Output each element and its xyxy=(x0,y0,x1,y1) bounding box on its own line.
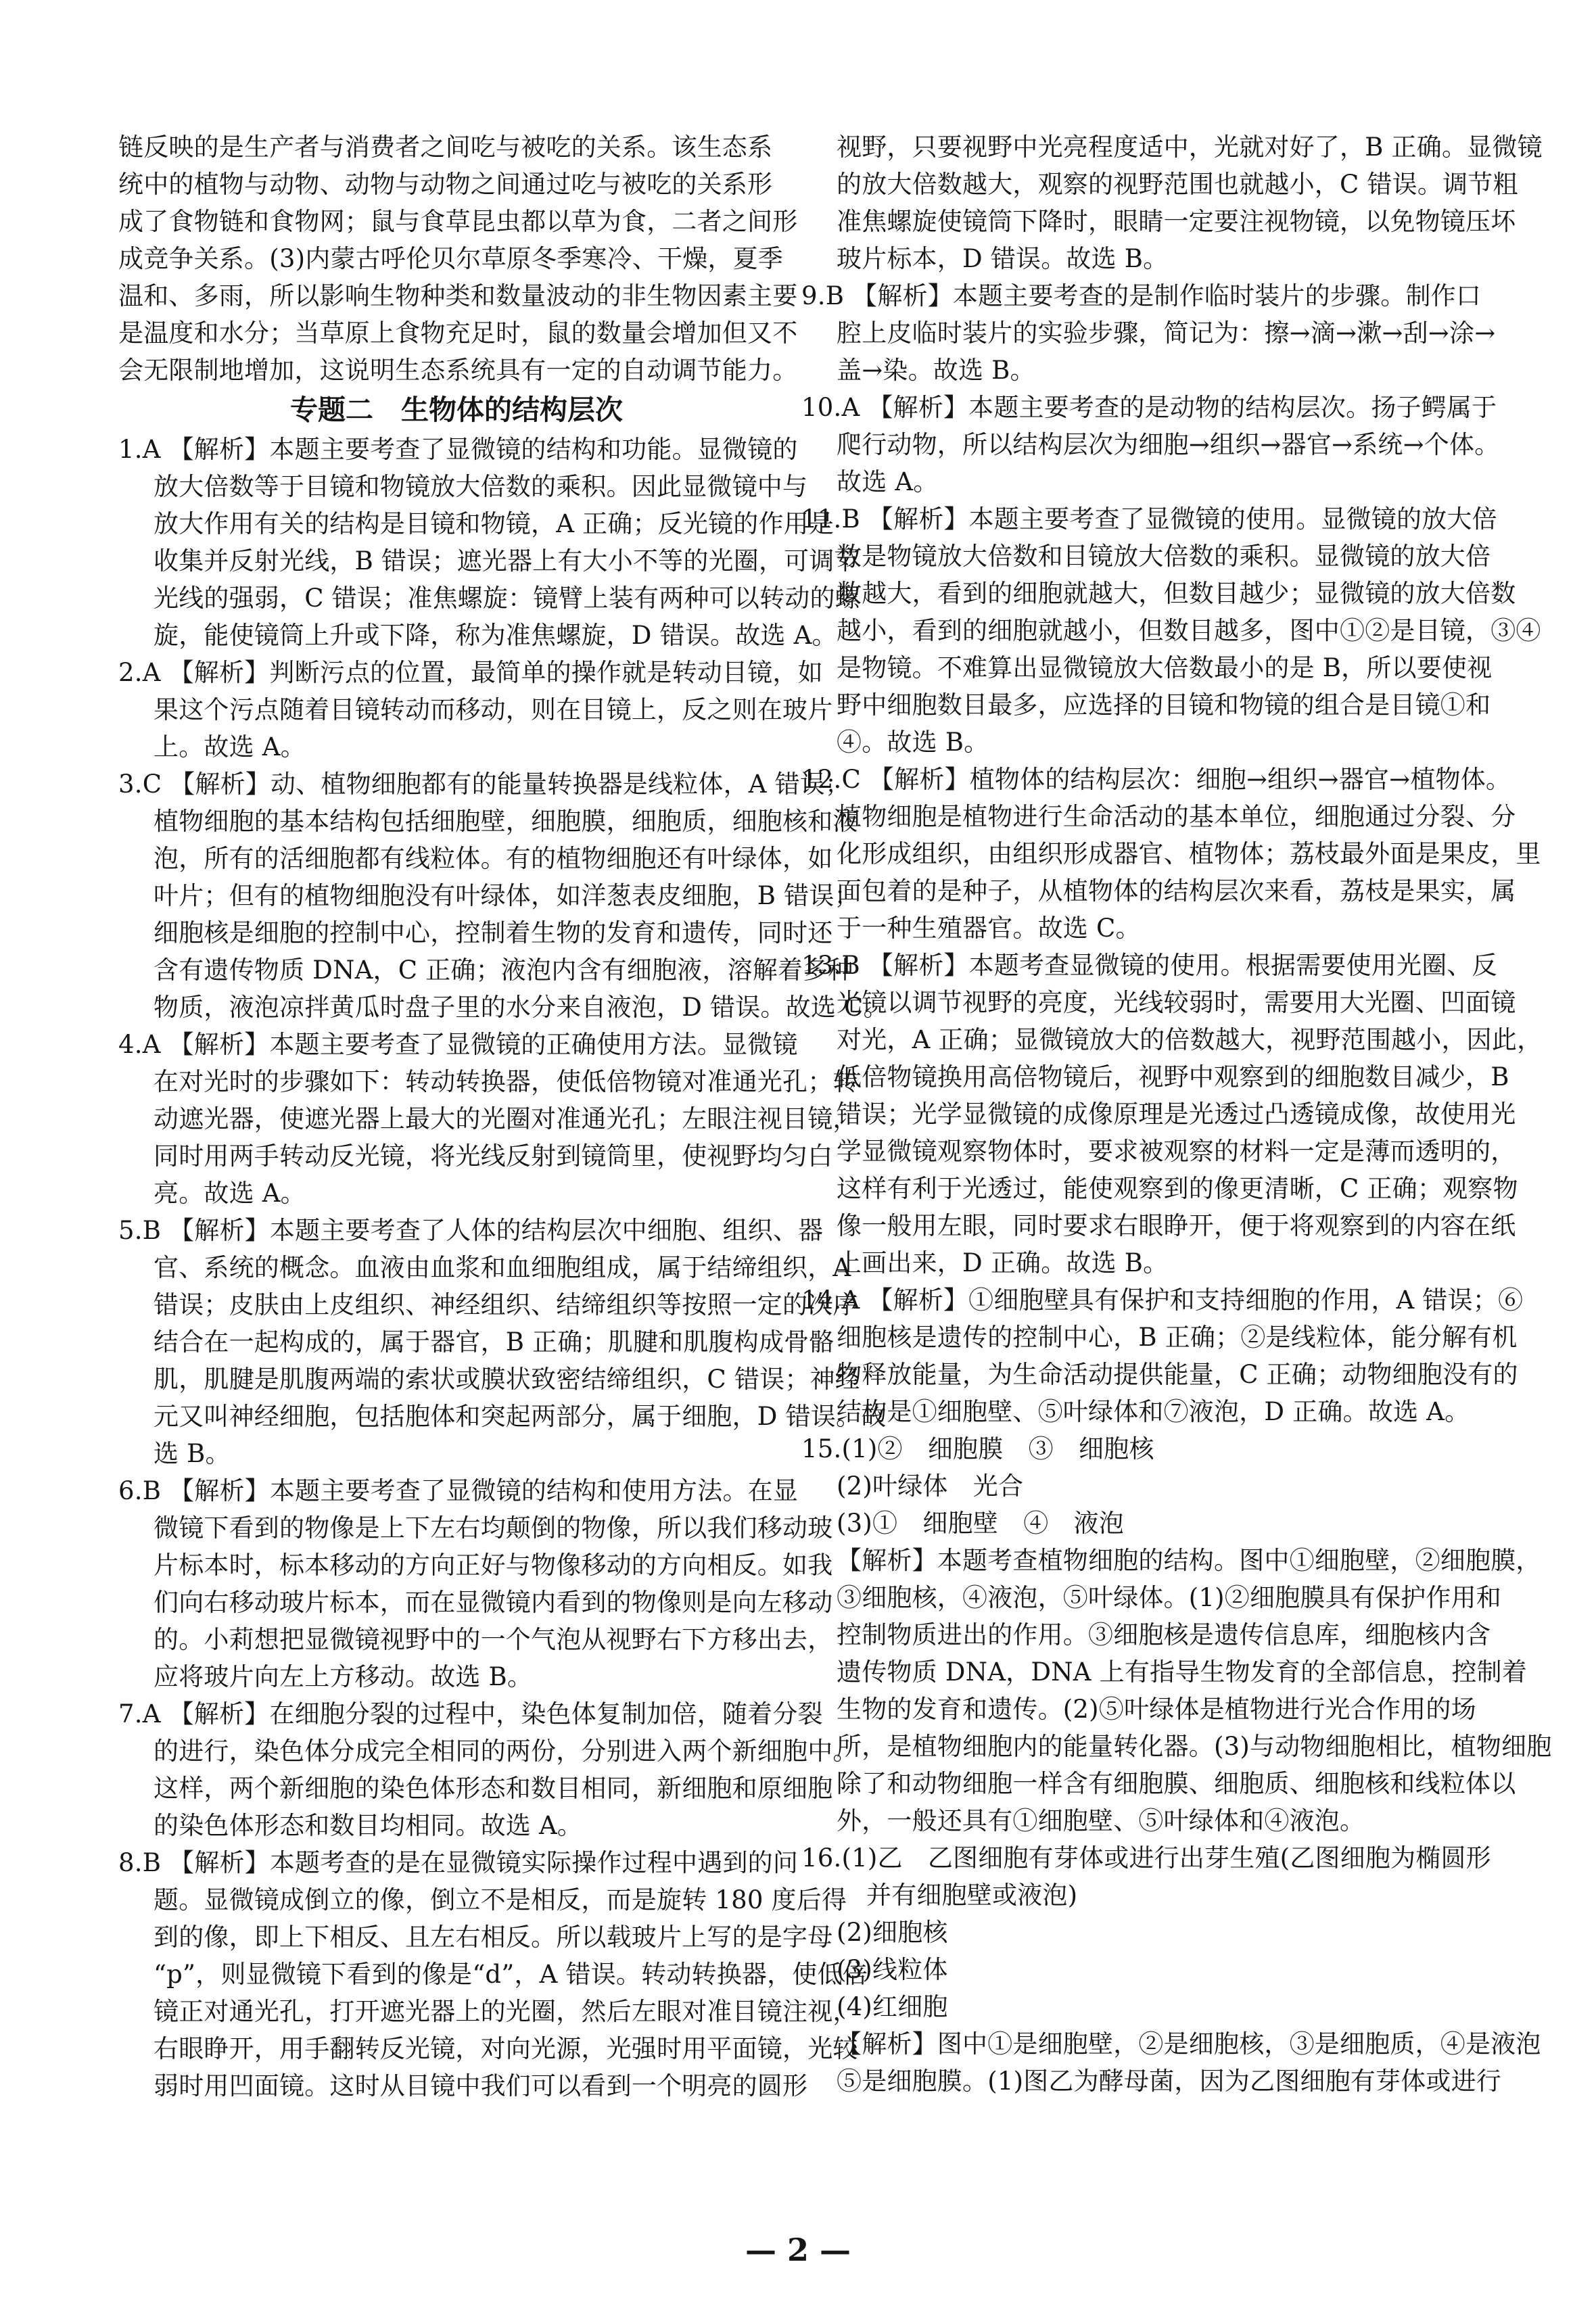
section-title: 专题二 生物体的结构层次 xyxy=(290,394,623,426)
q9-line-2: 腔上皮临时装片的实验步骤，简记为：擦→滴→漱→刮→涂→ xyxy=(837,319,1496,348)
q11-line-4: 越小，看到的细胞就越小，但数目越多，图中①②是目镜，③④ xyxy=(837,616,1541,645)
q12-line-5: 于一种生殖器官。故选 C。 xyxy=(837,914,1141,943)
intro-line-6: 是温度和水分；当草原上食物充足时，鼠的数量会增加但又不 xyxy=(118,319,798,348)
question-8 xyxy=(118,1844,868,2104)
q12-line-4: 面包着的是种子，从植物体的结构层次来看，荔枝是果实，属 xyxy=(837,876,1516,905)
q12-line-3: 化形成组织，由组织形成器官、植物体；荔枝最外面是果皮，里 xyxy=(837,839,1541,868)
q8-cont-line-1: 视野，只要视野中光亮程度适中，光就对好了，B 正确。显微镜 xyxy=(837,133,1543,162)
question-8-continued xyxy=(801,128,1543,277)
q15-analysis-line-1: 【解析】本题考查植物细胞的结构。图中①细胞壁，②细胞膜， xyxy=(837,1546,1541,1575)
intro-line-4: 成竞争关系。(3)内蒙古呼伦贝尔草原冬季寒冷、干燥，夏季 xyxy=(118,244,784,273)
q3-line-4: 叶片；但有的植物细胞没有叶绿体，如洋葱表皮细胞，B 错误； xyxy=(154,881,860,910)
q16-answer-2: (2)细胞核 xyxy=(837,1918,948,1947)
q7-line-2: 的进行，染色体分成完全相同的两份，分别进入两个新细胞中。 xyxy=(154,1737,858,1766)
left-column xyxy=(118,128,889,2104)
q5-line-5: 肌，肌腱是肌腹两端的索状或膜状致密结缔组织，C 错误；神经 xyxy=(154,1365,860,1394)
q14-line-2: 细胞核是遗传的控制中心，B 正确；②是线粒体，能分解有机 xyxy=(837,1323,1518,1352)
intro-line-2: 统中的植物与动物、动物与动物之间通过吃与被吃的关系形 xyxy=(118,170,773,199)
q14-line-4: 结构是①细胞壁、⑤叶绿体和⑦液泡，D 正确。故选 A。 xyxy=(837,1397,1470,1426)
q1-line-3: 放大作用有关的结构是目镜和物镜，A 正确；反光镜的作用是 xyxy=(154,509,835,538)
q14-line-1: 14.A 【解析】①细胞壁具有保护和支持细胞的作用，A 错误；⑥ xyxy=(801,1286,1524,1315)
q15-analysis-line-3: 控制物质进出的作用。③细胞核是遗传信息库，细胞核内含 xyxy=(837,1620,1491,1649)
q7-line-1: 7.A 【解析】在细胞分裂的过程中，染色体复制加倍，随着分裂 xyxy=(118,1699,823,1728)
q3-line-7: 物质，液泡凉拌黄瓜时盘子里的水分来自液泡，D 错误。故选 C。 xyxy=(154,993,889,1022)
q4-line-5: 亮。故选 A。 xyxy=(154,1179,306,1208)
q7-line-3: 这样，两个新细胞的染色体形态和数目相同，新细胞和原细胞 xyxy=(154,1774,833,1803)
question-10 xyxy=(801,389,1500,500)
q9-line-3: 盖→染。故选 B。 xyxy=(837,356,1035,385)
q3-line-3: 泡，所有的活细胞都有线粒体。有的植物细胞还有叶绿体，如 xyxy=(154,844,833,873)
q10-line-2: 爬行动物，所以结构层次为细胞→组织→器官→系统→个体。 xyxy=(837,430,1500,459)
question-9 xyxy=(801,277,1496,389)
q5-line-3: 错误；皮肤由上皮组织、神经组织、结缔组织等按照一定的次序 xyxy=(154,1290,858,1319)
q8-line-7: 弱时用凹面镜。这时从目镜中我们可以看到一个明亮的圆形 xyxy=(154,2071,808,2100)
q5-line-6: 元又叫神经细胞，包括胞体和突起两部分，属于细胞，D 错误。故 xyxy=(154,1402,887,1431)
q8-line-6: 右眼睁开，用手翻转反光镜，对向光源，光强时用平面镜，光较 xyxy=(154,2034,858,2063)
q11-line-6: 野中细胞数目最多，应选择的目镜和物镜的组合是目镜①和 xyxy=(837,690,1491,720)
q10-line-3: 故选 A。 xyxy=(837,467,939,496)
q8-line-1: 8.B 【解析】本题考查的是在显微镜实际操作过程中遇到的问 xyxy=(118,1848,799,1877)
q8-cont-line-4: 玻片标本，D 错误。故选 B。 xyxy=(837,244,1169,273)
q13-line-7: 这样有利于光透过，能使观察到的像更清晰，C 正确；观察物 xyxy=(837,1174,1518,1203)
q3-line-2: 植物细胞的基本结构包括细胞壁，细胞膜，细胞质，细胞核和液 xyxy=(154,807,858,836)
q5-line-1: 5.B 【解析】本题主要考查了人体的结构层次中细胞、组织、器 xyxy=(118,1216,824,1245)
q8-line-3: 到的像，即上下相反、且左右相反。所以载玻片上写的是字母 xyxy=(154,1923,833,1952)
q8-cont-line-3: 准焦螺旋使镜筒下降时，眼睛一定要注视物镜，以免物镜压坏 xyxy=(837,207,1516,236)
question-16 xyxy=(801,1839,1541,2100)
q15-analysis-line-7: 除了和动物细胞一样含有细胞膜、细胞质、细胞核和线粒体以 xyxy=(837,1769,1516,1798)
question-1 xyxy=(118,431,860,654)
q15-answer-3: (3)① 细胞壁 ④ 液泡 xyxy=(837,1509,1125,1538)
q6-line-2: 微镜下看到的物像是上下左右均颠倒的物像，所以我们移动玻 xyxy=(154,1513,833,1543)
q13-line-2: 光镜以调节视野的亮度，光线较弱时，需要用大光圈、凹面镜 xyxy=(837,988,1516,1017)
question-4 xyxy=(118,1026,858,1212)
q6-line-5: 的。小莉想把显微镜视野中的一个气泡从视野右下方移出去， xyxy=(154,1625,833,1654)
q8-cont-line-2: 的放大倍数越大，观察的视野范围也就越小，C 错误。调节粗 xyxy=(837,170,1518,199)
q14-line-3: 物释放能量，为生命活动提供能量，C 正确；动物细胞没有的 xyxy=(837,1360,1518,1389)
question-12 xyxy=(801,761,1541,947)
question-2 xyxy=(118,654,833,766)
q2-line-3: 上。故选 A。 xyxy=(154,732,306,761)
question-13 xyxy=(801,947,1543,1281)
q4-line-4: 同时用两手转动反光镜，将光线反射到镜筒里，使视野均匀白 xyxy=(154,1142,833,1171)
q15-answer-2: (2)叶绿体 光合 xyxy=(837,1472,1024,1501)
question-5 xyxy=(118,1212,887,1472)
q1-line-1: 1.A 【解析】本题主要考查了显微镜的结构和功能。显微镜的 xyxy=(118,435,798,464)
q8-line-4: “p”，则显微镜下看到的像是“d”，A 错误。转动转换器，使低倍 xyxy=(154,1960,868,1989)
q11-line-3: 数越大，看到的细胞就越大，但数目越少；显微镜的放大倍数 xyxy=(837,579,1516,608)
q16-answer-4: (4)红细胞 xyxy=(837,1992,948,2021)
question-11 xyxy=(801,500,1541,761)
q6-line-6: 应将玻片向左上方移动。故选 B。 xyxy=(154,1662,533,1691)
q1-line-4: 收集并反射光线，B 错误；遮光器上有大小不等的光圈，可调节 xyxy=(154,546,860,575)
question-3 xyxy=(118,766,889,1026)
q13-line-9: 上画出来，D 正确。故选 B。 xyxy=(837,1248,1169,1277)
question-6 xyxy=(118,1472,833,1695)
q1-line-6: 旋，能使镜筒上升或下降，称为准焦螺旋，D 错误。故选 A。 xyxy=(154,621,837,650)
q16-answer-1-cont: 并有细胞壁或液泡) xyxy=(866,1881,1078,1910)
q4-line-2: 在对光时的步骤如下：转动转换器，使低倍物镜对准通光孔；转 xyxy=(154,1067,858,1096)
q8-line-2: 题。显微镜成倒立的像，倒立不是相反，而是旋转 180 度后得 xyxy=(154,1885,847,1914)
q6-line-4: 们向右移动玻片标本，而在显微镜内看到的物像则是向左移动 xyxy=(154,1588,833,1617)
q2-line-1: 2.A 【解析】判断污点的位置，最简单的操作就是转动目镜，如 xyxy=(118,658,823,687)
q16-analysis-line-1: 【解析】图中①是细胞壁，②是细胞核，③是细胞质，④是液泡 xyxy=(837,2029,1541,2058)
q15-analysis-line-6: 所，是植物细胞内的能量转化器。(3)与动物细胞相比，植物细胞 xyxy=(837,1732,1552,1761)
q12-line-2: 植物细胞是植物进行生命活动的基本单位，细胞通过分裂、分 xyxy=(837,802,1516,831)
q13-line-3: 对光，A 正确；显微镜放大的倍数越大，视野范围越小，因此， xyxy=(837,1025,1543,1054)
intro-line-3: 成了食物链和食物网；鼠与食草昆虫都以草为食，二者之间形 xyxy=(118,207,798,236)
q12-line-1: 12.C 【解析】植物体的结构层次：细胞→组织→器官→植物体。 xyxy=(801,765,1511,794)
q1-line-5: 光线的强弱，C 错误；准焦螺旋：镜臂上装有两种可以转动的螺 xyxy=(154,584,860,613)
q7-line-4: 的染色体形态和数目均相同。故选 A。 xyxy=(154,1811,583,1840)
q9-line-1: 9.B 【解析】本题主要考查的是制作临时装片的步骤。制作口 xyxy=(801,281,1482,310)
q3-line-1: 3.C 【解析】动、植物细胞都有的能量转换器是线粒体，A 错误； xyxy=(118,770,851,799)
q5-line-2: 官、系统的概念。血液由血浆和血细胞组成，属于结缔组织，A xyxy=(154,1253,851,1282)
q16-answer-3: (3)线粒体 xyxy=(837,1955,948,1984)
q11-line-5: 是物镜。不难算出显微镜放大倍数最小的是 B，所以要使视 xyxy=(837,653,1493,682)
intro-line-5: 温和、多雨，所以影响生物种类和数量波动的非生物因素主要 xyxy=(118,281,798,310)
q11-line-7: ④。故选 B。 xyxy=(837,728,989,757)
q6-line-1: 6.B 【解析】本题主要考查了显微镜的结构和使用方法。在显 xyxy=(118,1476,799,1505)
q5-line-7: 选 B。 xyxy=(154,1439,231,1468)
q16-answer-1: 16.(1)乙 乙图细胞有芽体或进行出芽生殖(乙图细胞为椭圆形 xyxy=(801,1843,1491,1873)
intro-line-1: 链反映的是生产者与消费者之间吃与被吃的关系。该生态系 xyxy=(118,133,773,162)
q4-line-1: 4.A 【解析】本题主要考查了显微镜的正确使用方法。显微镜 xyxy=(118,1030,798,1059)
q2-line-2: 果这个污点随着目镜转动而移动，则在目镜上，反之则在玻片 xyxy=(154,695,833,724)
q13-line-6: 学显微镜观察物体时，要求被观察的材料一定是薄而透明的， xyxy=(837,1137,1516,1166)
question-15 xyxy=(801,1430,1552,1839)
q11-line-1: 11.B 【解析】本题主要考查了显微镜的使用。显微镜的放大倍 xyxy=(801,504,1497,534)
intro-line-7: 会无限制地增加，这说明生态系统具有一定的自动调节能力。 xyxy=(118,356,798,385)
right-column xyxy=(801,128,1552,2100)
q10-line-1: 10.A 【解析】本题主要考查的是动物的结构层次。扬子鳄属于 xyxy=(801,393,1497,422)
q11-line-2: 数是物镜放大倍数和目镜放大倍数的乘积。显微镜的放大倍 xyxy=(837,542,1491,571)
q15-analysis-line-8: 外，一般还具有①细胞壁、⑤叶绿体和④液泡。 xyxy=(837,1806,1365,1835)
q15-analysis-line-5: 生物的发育和遗传。(2)⑤叶绿体是植物进行光合作用的场 xyxy=(837,1695,1476,1724)
q13-line-5: 错误；光学显微镜的成像原理是光透过凸透镜成像，故使用光 xyxy=(837,1100,1516,1129)
q6-line-3: 片标本时，标本移动的方向正好与物像移动的方向相反。如我 xyxy=(154,1551,833,1580)
page-number: — 2 — xyxy=(745,2232,851,2268)
q3-line-5: 细胞核是细胞的控制中心，控制着生物的发育和遗传，同时还 xyxy=(154,918,833,947)
q4-line-3: 动遮光器，使遮光器上最大的光圈对准通光孔；左眼注视目镜， xyxy=(154,1104,858,1133)
q13-line-4: 低倍物镜换用高倍物镜后，视野中观察到的细胞数目减少，B xyxy=(837,1062,1509,1091)
question-7 xyxy=(118,1695,858,1844)
q3-line-6: 含有遗传物质 DNA，C 正确；液泡内含有细胞液，溶解着多种 xyxy=(154,956,853,985)
q8-line-5: 镜正对通光孔，打开遮光器上的光圈，然后左眼对准目镜注视， xyxy=(154,1997,858,2026)
q16-analysis-line-2: ⑤是细胞膜。(1)图乙为酵母菌，因为乙图细胞有芽体或进行 xyxy=(837,2067,1502,2096)
question-14 xyxy=(801,1281,1524,1430)
q13-line-1: 13.B 【解析】本题考查显微镜的使用。根据需要使用光圈、反 xyxy=(801,951,1497,980)
q15-analysis-line-4: 遗传物质 DNA，DNA 上有指导生物发育的全部信息，控制着 xyxy=(837,1657,1528,1687)
q1-line-2: 放大倍数等于目镜和物镜放大倍数的乘积。因此显微镜中与 xyxy=(154,472,808,501)
q13-line-8: 像一般用左眼，同时要求右眼睁开，便于将观察到的内容在纸 xyxy=(837,1211,1516,1240)
q15-answer-1: 15.(1)② 细胞膜 ③ 细胞核 xyxy=(801,1434,1154,1463)
q5-line-4: 结合在一起构成的，属于器官，B 正确；肌腱和肌腹构成骨骼 xyxy=(154,1327,835,1357)
q15-analysis-line-2: ③细胞核，④液泡，⑤叶绿体。(1)②细胞膜具有保护作用和 xyxy=(837,1583,1502,1612)
